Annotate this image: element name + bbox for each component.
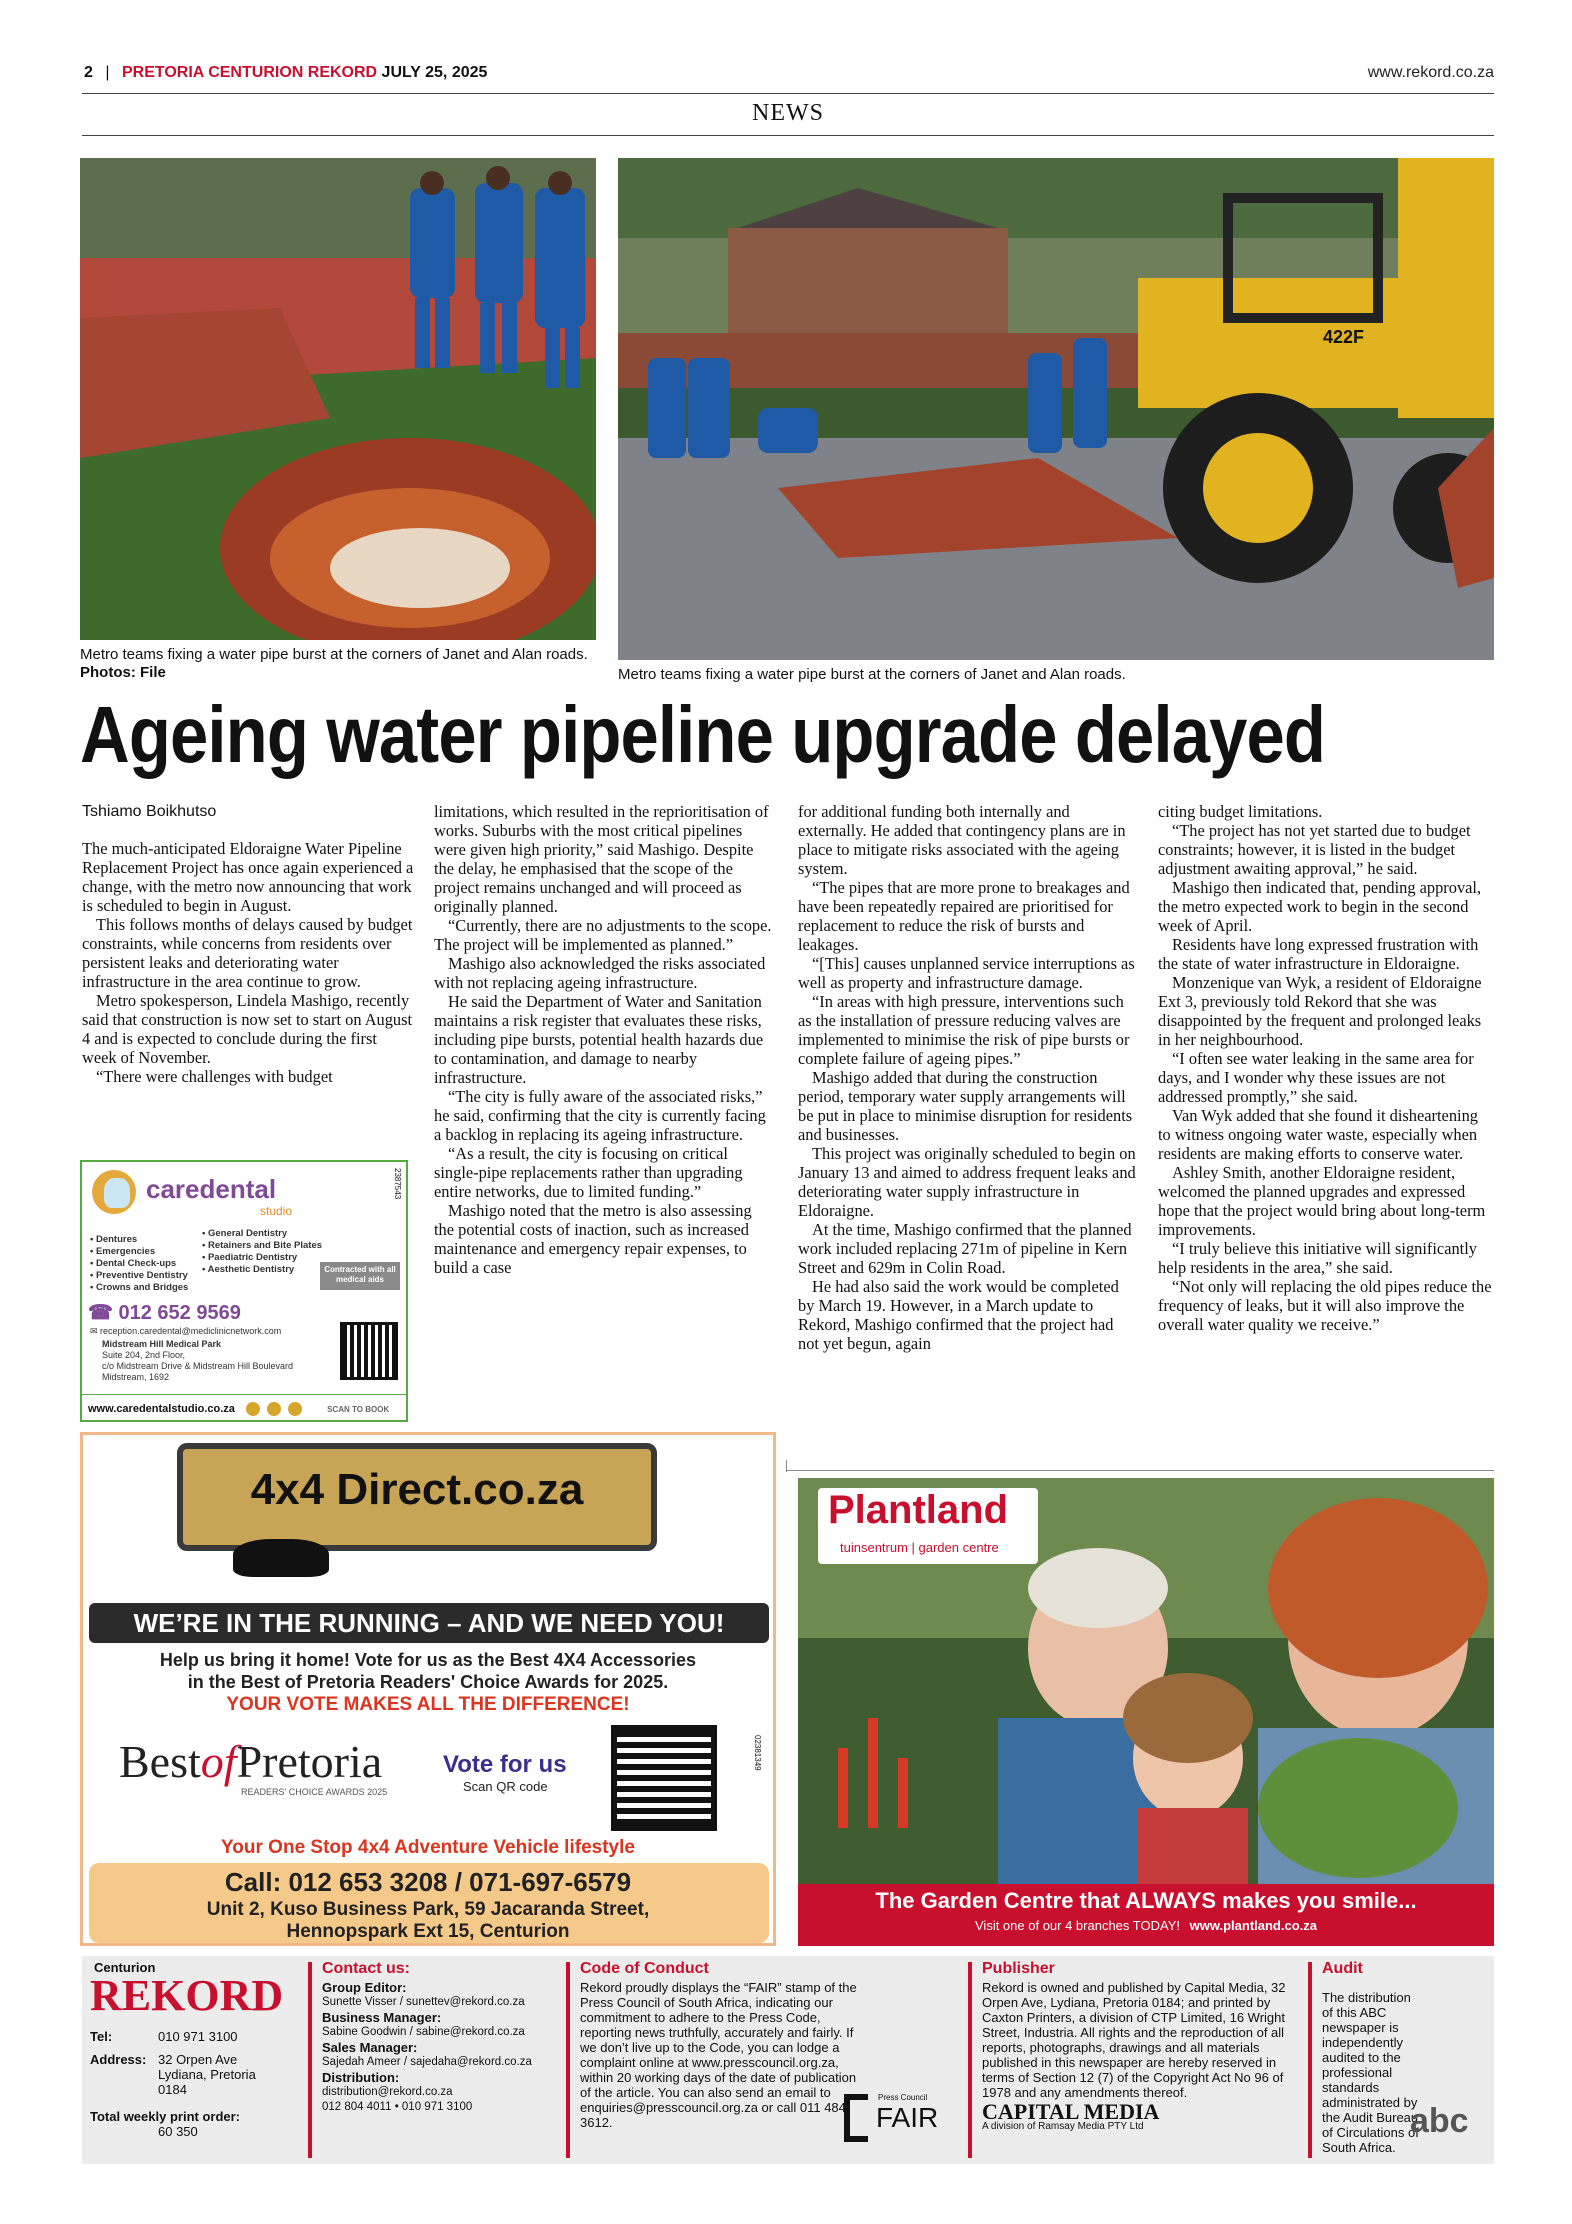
- footer-divider: [308, 1962, 312, 2158]
- best-of-pretoria-logo: [119, 1735, 382, 1788]
- fair-stamp: [844, 2080, 954, 2160]
- section-title: NEWS: [82, 96, 1494, 136]
- paragraph: This follows months of delays caused by budget constraints, while concerns from residents over persistent leaks and deteriorating water infrastructure in the area continue to grow.: [82, 915, 413, 991]
- paragraph: “Not only will replacing the old pipes reduce the frequency of leaks, but it will also improve the overall water quality we receive.”: [1158, 1277, 1492, 1334]
- photo-left-caption: [80, 646, 596, 682]
- honey-badger-icon: [233, 1539, 329, 1577]
- qr-code-icon[interactable]: [611, 1725, 717, 1831]
- dental-phone: ☎ 012 652 9569: [88, 1302, 241, 1324]
- service-item: • Dentures: [90, 1234, 138, 1245]
- footer-divider: [968, 1962, 972, 2158]
- article-column-2: [434, 802, 774, 1277]
- dental-email[interactable]: ✉ reception.caredental@mediclinicnetwork.com: [90, 1326, 282, 1336]
- bop-subtitle: READERS' CHOICE AWARDS 2025: [241, 1787, 388, 1797]
- ad-care-dental[interactable]: [80, 1160, 408, 1422]
- paragraph: “Currently, there are no adjustments to the scope. The project will be implemented as planned.”: [434, 916, 772, 954]
- paragraph: “The pipes that are more prone to breakages and have been repeatedly repaired are prioritised for replacement to reduce the risk of bursts and leakages.: [798, 878, 1130, 954]
- scan-qr: Scan QR code: [463, 1779, 548, 1794]
- vote-for-us: Vote for us: [443, 1751, 567, 1778]
- paragraph: Mashigo noted that the metro is also assessing the potential costs of inaction, such as increased maintenance and emergency repair expenses, to build a case: [434, 1201, 752, 1277]
- footer-address: [90, 2052, 296, 2097]
- ad-ref: 2387543: [393, 1168, 402, 1200]
- paragraph: “In areas with high pressure, interventions such as the installation of pressure reducing valves are implemented to minimise the risk of pipe bursts or complete failure of ageing pipes.”: [798, 992, 1130, 1068]
- bop-best: Best: [119, 1736, 201, 1787]
- paragraph: Van Wyk added that she found it disheartening to witness ongoing water waste, especially when residents are making efforts to conserve water.: [1158, 1106, 1478, 1163]
- paragraph: Mashigo then indicated that, pending approval, the metro expected work to begin in the second week of April.: [1158, 878, 1482, 935]
- paragraph: He said the Department of Water and Sanitation maintains a risk register that evaluates these risks, including pipe bursts, potential health hazards due to contamination, and damage to nearby infrastructure.: [434, 992, 764, 1087]
- service-item: • General Dentistry: [202, 1228, 288, 1239]
- publisher-heading: Publisher: [982, 1960, 1055, 1977]
- bop-of: of: [200, 1736, 237, 1787]
- contact-heading: Contact us:: [322, 1960, 410, 1977]
- footer-rekord: [82, 1956, 304, 2164]
- email-text: reception.caredental@mediclinicnetwork.com: [100, 1326, 282, 1336]
- audit-heading: Audit: [1322, 1960, 1363, 1977]
- contact-detail[interactable]: Sunette Visser / sunettev@rekord.co.za: [322, 1996, 525, 2008]
- instagram-icon[interactable]: [267, 1402, 281, 1416]
- contact-role: Sales Manager:: [322, 2040, 418, 2055]
- paragraph: Residents have long expressed frustration with the state of water infrastructure in Eldoraigne.: [1158, 935, 1479, 973]
- masthead-footer: [82, 1956, 1494, 2164]
- plantland-sub: tuinsentrum | garden centre: [840, 1540, 999, 1555]
- contact-role: Distribution:: [322, 2070, 400, 2085]
- ad-plantland[interactable]: [798, 1478, 1494, 1946]
- contact-detail[interactable]: Sajedah Ameer / sajedaha@rekord.co.za: [322, 2056, 532, 2068]
- footer-contact: [314, 1956, 564, 2164]
- issue-date: JULY 25, 2025: [381, 64, 488, 81]
- photo-right-caption: Metro teams fixing a water pipe burst at the corners of Janet and Alan roads.: [618, 666, 1126, 683]
- article-column-3: [798, 802, 1138, 1353]
- footer-audit: [1314, 1956, 1494, 2164]
- service-item: • Preventive Dentistry: [90, 1270, 188, 1281]
- article-column-4: [1158, 802, 1494, 1334]
- header-left: [84, 64, 487, 82]
- paragraph: “I often see water leaking in the same area for days, and I wonder why these issues are not addressed promptly,” she said.: [1158, 1049, 1474, 1106]
- dental-address: [102, 1339, 293, 1383]
- medical-aid-badge: Contracted with all medical aids: [320, 1262, 400, 1290]
- services-right: [202, 1228, 322, 1276]
- vote-line-2: in the Best of Pretoria Readers' Choice Awards for 2025.: [187, 1672, 669, 1692]
- address-title: Midstream Hill Medical Park: [102, 1339, 222, 1349]
- contact-detail[interactable]: Sabine Goodwin / sabine@rekord.co.za: [322, 2026, 525, 2038]
- paragraph: limitations, which resulted in the reprioritisation of works. Suburbs with the most critical pipelines were given high priority,” said Mashigo. Despite the delay, he emphasised that the scope of the project remains unchanged and will proceed as originally planned.: [434, 802, 769, 916]
- publisher-text: Rekord is owned and published by Capital Media, 32 Orpen Ave, Lydiana, Pretoria 0184; and printed by Caxton Printers, a division of CTP Limited, 16 Wright Street, Industria. All rights and the reproduction of all reports, photographs, drawings and all materials published in this newspaper are hereby reserved in terms of Section 12 (7) of the Copyright Act No 96 of 1978 and any amendments thereof.: [982, 1980, 1286, 2100]
- paragraph: Mashigo also acknowledged the risks associated with not replacing ageing infrastructure.: [434, 954, 766, 992]
- contact-phones: 012 804 4011 • 010 971 3100: [322, 2101, 473, 2113]
- dental-brand: caredental: [146, 1174, 277, 1204]
- vote-line-3: YOUR VOTE MAKES ALL THE DIFFERENCE!: [226, 1694, 630, 1715]
- photo-left: [80, 158, 596, 640]
- dental-footer: [82, 1394, 406, 1420]
- print-label: Total weekly print order:: [90, 2109, 241, 2124]
- contact-role: Group Editor:: [322, 1980, 407, 1995]
- facebook-icon[interactable]: [246, 1402, 260, 1416]
- paragraph: “The city is fully aware of the associated risks,” he said, confirming that the city is currently facing a backlog in replacing its ageing infrastructure.: [434, 1087, 766, 1144]
- service-item: • Crowns and Bridges: [90, 1282, 189, 1293]
- paragraph: Ashley Smith, another Eldoraigne resident, welcomed the planned upgrades and expressed hope that the project would bring about long-term improvements.: [1158, 1163, 1486, 1239]
- paragraph: This project was originally scheduled to begin on January 13 and aimed to address frequent leaks and deteriorating water supply infrastructure in Eldoraigne.: [798, 1144, 1136, 1220]
- service-item: • Aesthetic Dentistry: [202, 1264, 295, 1275]
- address-line: Suite 204, 2nd Floor,: [102, 1350, 186, 1360]
- footer-divider: [566, 1962, 570, 2158]
- fair-logo-icon: [844, 2094, 868, 2142]
- website-link[interactable]: www.rekord.co.za: [1367, 64, 1494, 81]
- tooth-shape-icon: [104, 1178, 130, 1208]
- logo-centurion: Centurion: [94, 1960, 156, 1975]
- tel-label: Tel:: [90, 2029, 113, 2044]
- tagline: Your One Stop 4x4 Adventure Vehicle lifestyle: [221, 1837, 635, 1858]
- audit-text: The distribution of this ABC newspaper is independently audited to the professional standards administrated by the Audit Bureau of Circulations of South Africa.: [1322, 1990, 1419, 2155]
- address-line-2: Hennopspark Ext 15, Centurion: [286, 1921, 570, 1942]
- logo-rekord: REKORD: [90, 1971, 284, 2020]
- paragraph: The much-anticipated Eldoraigne Water Pipeline Replacement Project has once again experienced a change, with the metro now announcing that work is scheduled to begin in August.: [82, 839, 414, 915]
- plantland-brand: Plantland: [828, 1488, 1009, 1532]
- machine-label: 422F: [1323, 327, 1365, 347]
- paragraph: citing budget limitations.: [1158, 802, 1323, 821]
- article-divider: [786, 1470, 1494, 1471]
- address-label: Address:: [90, 2052, 147, 2067]
- ad-ref: 02381349: [753, 1735, 762, 1771]
- service-item: • Dental Check-ups: [90, 1258, 177, 1269]
- header-separator: |: [105, 64, 110, 81]
- bop-pretoria: Pretoria: [236, 1736, 383, 1787]
- paragraph: “I truly believe this initiative will significantly help residents in the area,” she said.: [1158, 1239, 1477, 1277]
- footer-code: [572, 1956, 972, 2164]
- code-heading: Code of Conduct: [580, 1960, 709, 1977]
- print-value: 60 350: [158, 2124, 198, 2139]
- dental-website[interactable]: www.caredentalstudio.co.za: [88, 1402, 235, 1415]
- code-text: Rekord proudly displays the “FAIR” stamp of the Press Council of South Africa, indicating our commitment to adhere to the Press Code, reporting news truthfully, accurately and fairly. If we don’t live up to the Code, you can lodge a complaint online at www.presscouncil.org.za, within 20 working days of the date of publication of the article. You can also send an email to enquiries@presscouncil.org.za or call 011 484 3612.: [580, 1980, 857, 2130]
- address-line: Lydiana, Pretoria: [158, 2067, 256, 2082]
- vote-line-1: Help us bring it home! Vote for us as the Best 4X4 Accessories: [159, 1650, 697, 1670]
- call-numbers[interactable]: Call: 012 653 3208 / 071-697-6579: [224, 1867, 632, 1897]
- service-item: • Paediatric Dentistry: [202, 1252, 298, 1263]
- page-header: [82, 58, 1494, 94]
- footer-tel: [90, 2029, 296, 2044]
- abc-logo: abc: [1410, 2102, 1469, 2140]
- headline: Ageing water pipeline upgrade delayed: [80, 690, 1326, 779]
- page-number: 2: [84, 64, 93, 81]
- footer-divider: [1308, 1962, 1312, 2158]
- fair-top: Press Council: [878, 2093, 928, 2102]
- paragraph: for additional funding both internally and externally. He added that contingency plans are in place to mitigate risks associated with the ageing system.: [798, 802, 1126, 878]
- dental-brand-sub: studio: [260, 1204, 293, 1218]
- service-item: • Emergencies: [90, 1246, 156, 1257]
- qr-code-icon[interactable]: [340, 1322, 398, 1380]
- linkedin-icon[interactable]: [288, 1402, 302, 1416]
- paragraph: “The project has not yet started due to budget constraints; however, it is listed in the budget adjustment awaiting approval,” he said.: [1158, 821, 1471, 878]
- fair-text: FAIR: [876, 2102, 939, 2133]
- service-item: • Retainers and Bite Plates: [202, 1240, 323, 1251]
- address-line: Midstream, 1692: [102, 1372, 170, 1382]
- ad-4x4-direct[interactable]: [80, 1432, 776, 1946]
- paragraph: “[This] causes unplanned service interruptions as well as property and infrastructure damage.: [798, 954, 1135, 992]
- plantland-slogan: The Garden Centre that ALWAYS makes you smile...: [875, 1888, 1417, 1913]
- phone-number[interactable]: 012 652 9569: [118, 1302, 241, 1324]
- paragraph: “As a result, the city is focusing on critical single-pipe replacements rather than upgrading entire networks, due to limited funding.”: [434, 1144, 743, 1201]
- article-column-1: [82, 802, 414, 1086]
- photo-credit: Photos: File: [80, 664, 166, 681]
- brand-text: 4x4 Direct.co.za: [250, 1465, 584, 1514]
- capital-media-logo: CAPITAL MEDIA: [982, 2099, 1160, 2124]
- paragraph: Metro spokesperson, Lindela Mashigo, recently said that construction is now set to start on August 4 and is expected to conclude during the first week of November.: [82, 991, 413, 1067]
- publication-name: PRETORIA CENTURION REKORD: [121, 64, 378, 81]
- paragraph: Mashigo added that during the construction period, temporary water supply arrangements will be put in place to minimise disruption for residents and businesses.: [798, 1068, 1133, 1144]
- address-line: 32 Orpen Ave: [158, 2052, 238, 2067]
- address-line-1: Unit 2, Kuso Business Park, 59 Jacaranda Street,: [206, 1899, 650, 1920]
- plantland-website[interactable]: www.plantland.co.za: [1189, 1918, 1317, 1933]
- print-order: [90, 2109, 296, 2139]
- capital-media-sub: A division of Ramsay Media PTY Ltd: [982, 2121, 1144, 2132]
- photo-right: [618, 158, 1494, 660]
- services-left: [90, 1234, 188, 1294]
- paragraph: Monzenique van Wyk, a resident of Eldoraigne Ext 3, previously told Rekord that she was disappointed by the frequent and prolonged leaks in her neighbourhood.: [1158, 973, 1482, 1049]
- paragraph: At the time, Mashigo confirmed that the planned work included replacing 271m of pipeline in Kern Street and 629m in Colin Road.: [798, 1220, 1132, 1277]
- plantland-visit: [798, 1918, 1494, 1933]
- visit-text: Visit one of our 4 branches TODAY!: [975, 1918, 1180, 1933]
- scan-to-book: SCAN TO BOOK: [327, 1404, 390, 1414]
- caption-text: Metro teams fixing a water pipe burst at the corners of Janet and Alan roads.: [80, 646, 588, 663]
- byline: Tshiamo Boikhutso: [82, 803, 217, 820]
- contact-role: Business Manager:: [322, 2010, 442, 2025]
- contact-detail[interactable]: distribution@rekord.co.za: [322, 2086, 453, 2098]
- paragraph: “There were challenges with budget: [96, 1067, 333, 1086]
- address-line: 0184: [158, 2082, 187, 2097]
- banner-running: WE’RE IN THE RUNNING – AND WE NEED YOU!: [89, 1603, 769, 1643]
- paragraph: He had also said the work would be completed by March 19. However, in a March update to Rekord, Mashigo confirmed that the project had not yet begun, again: [798, 1277, 1119, 1353]
- address-line: c/o Midstream Drive & Midstream Hill Boulevard: [102, 1361, 294, 1371]
- tel-value: 010 971 3100: [158, 2029, 238, 2044]
